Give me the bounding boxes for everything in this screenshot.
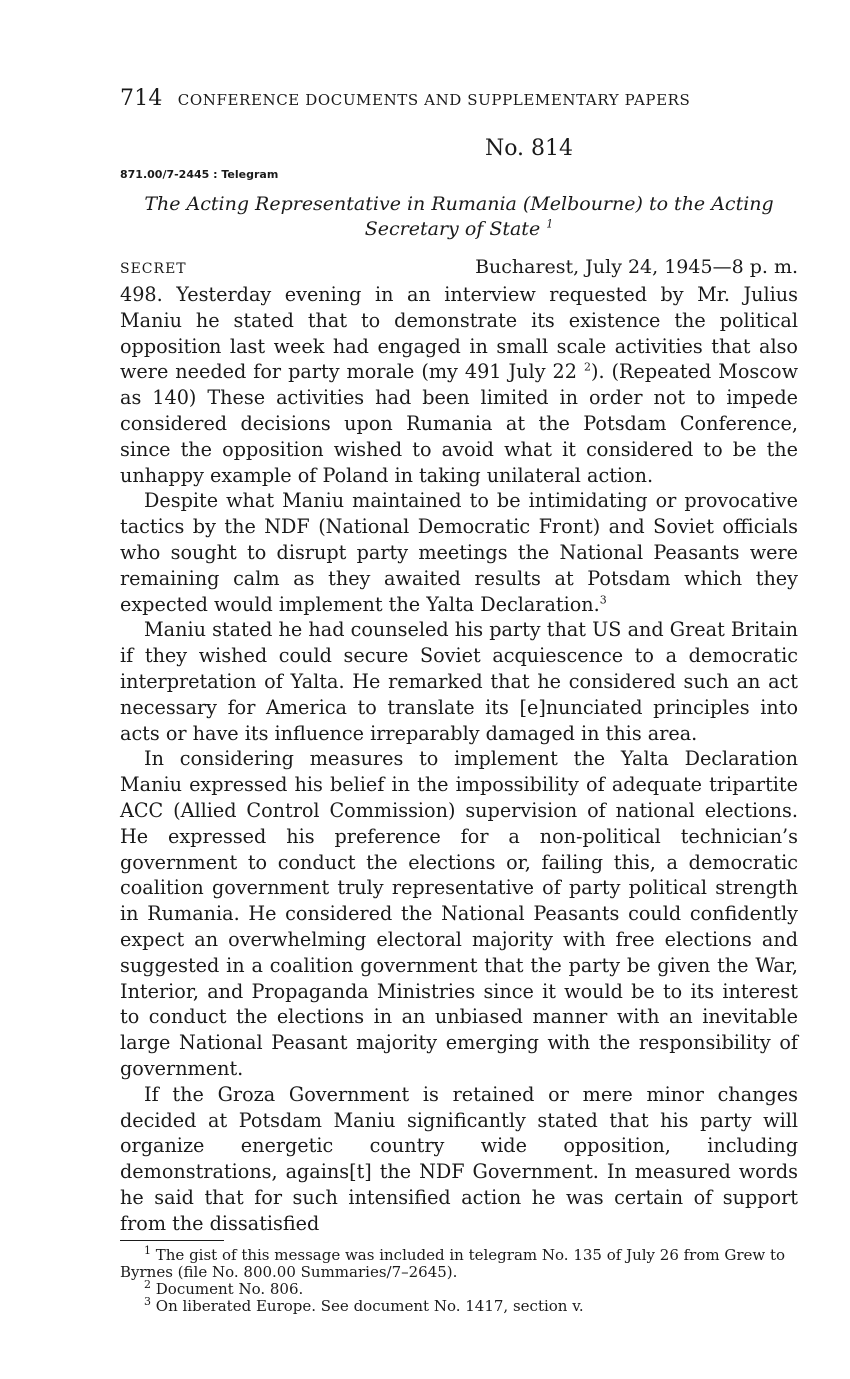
footnote-ref-1: 1	[546, 217, 554, 231]
dateline	[120, 256, 798, 278]
footnote-1	[120, 1244, 798, 1282]
paragraph-1-b: ). (Repeated Moscow as 140) These activities had been limited in order not to impede considered decisions upon Rumania at the Potsdam Conference, since the opposition wished to avoid what it considered to be the unhappy example of Poland in taking unilateral action.	[120, 360, 799, 487]
running-title: CONFERENCE DOCUMENTS AND SUPPLEMENTARY PAPERS	[177, 91, 691, 109]
file-reference: 871.00/7-2445 : Telegram	[120, 168, 279, 181]
paragraph-2	[120, 488, 798, 617]
footnote-1-mark: 1	[144, 1244, 151, 1258]
body-text	[120, 282, 798, 1236]
title-line-2	[120, 217, 798, 242]
footnote-2-mark: 2	[144, 1278, 151, 1292]
paragraph-2-a: Despite what Maniu maintained to be intimidating or provocative tactics by the NDF (National Democratic Front) and Soviet officials who sought to disrupt party meetings the National Peasants were remaining calm as they awaited results at Potsdam which they expected would implement the Yalta Declaration.	[120, 489, 798, 616]
title-line-2-text: Secretary of State	[364, 218, 541, 240]
footnote-1-text: The gist of this message was included in telegram No. 135 of July 26 from Grew to Byrnes (file No. 800.00 Summaries/7–2645).	[120, 1246, 786, 1282]
footnote-3	[120, 1295, 798, 1316]
paragraph-4: In considering measures to implement the Yalta Declaration Maniu expressed his belief in the impossibility of adequate tripartite ACC (Allied Control Commission) supervision of national elections. He expressed his preference for a non-political technician’s government to conduct the elections or, failing this, a democratic coalition government truly representative of party political strength in Rumania. He considered the National Peasants could confidently expect an overwhelming electoral majority with free elections and suggested in a coalition government that the party be given the War, Interior, and Propaganda Ministries since it would be to its interest to conduct the elections in an unbiased manner with an inevitable large National Peasant majority emerging with the responsibility of government.	[120, 747, 798, 1080]
footnote-ref-2: 2	[583, 361, 591, 374]
footnote-3-mark: 3	[144, 1295, 151, 1309]
footnote-ref-3: 3	[599, 593, 607, 607]
running-head	[120, 86, 798, 120]
paragraph-3: Maniu stated he had counseled his party that US and Great Britain if they wished could secure Soviet acquiescence to a democratic interpretation of Yalta. He remarked that he considered such an act necessary for America to translate its [e]nunciated principles into acts or have its influence irreparably damaged in this area.	[120, 618, 798, 745]
footnotes	[120, 1244, 798, 1316]
paragraph-1	[120, 282, 798, 488]
page-number: 714	[120, 86, 163, 111]
footnote-rule	[120, 1240, 224, 1241]
footnote-2-text: Document No. 806.	[151, 1280, 304, 1299]
title-line-1: The Acting Representative in Rumania (Melbourne) to the Acting	[144, 193, 774, 215]
footnote-2	[120, 1278, 798, 1299]
paragraph-1-a: 498. Yesterday evening in an interview requested by Mr. Julius Maniu he stated that to demonstrate its existence the political opposition last week had engaged in small scale activities that also were needed for party morale (my 491 July 22	[120, 283, 798, 384]
page	[120, 86, 798, 1315]
paragraph-5: If the Groza Government is retained or mere minor changes decided at Potsdam Maniu significantly stated that his party will organize energetic country wide opposition, including demonstrations, agains[t] the NDF Government. In measured words he said that for such intensified action he was certain of support from the dissatisfied	[120, 1082, 798, 1235]
document-number: No. 814	[484, 136, 574, 161]
footnote-3-text: On liberated Europe. See document No. 1417, section v.	[151, 1297, 584, 1316]
document-title	[120, 192, 798, 242]
classification: SECRET	[120, 261, 187, 277]
place-date: Bucharest, July 24, 1945—8 p. m.	[475, 256, 798, 278]
